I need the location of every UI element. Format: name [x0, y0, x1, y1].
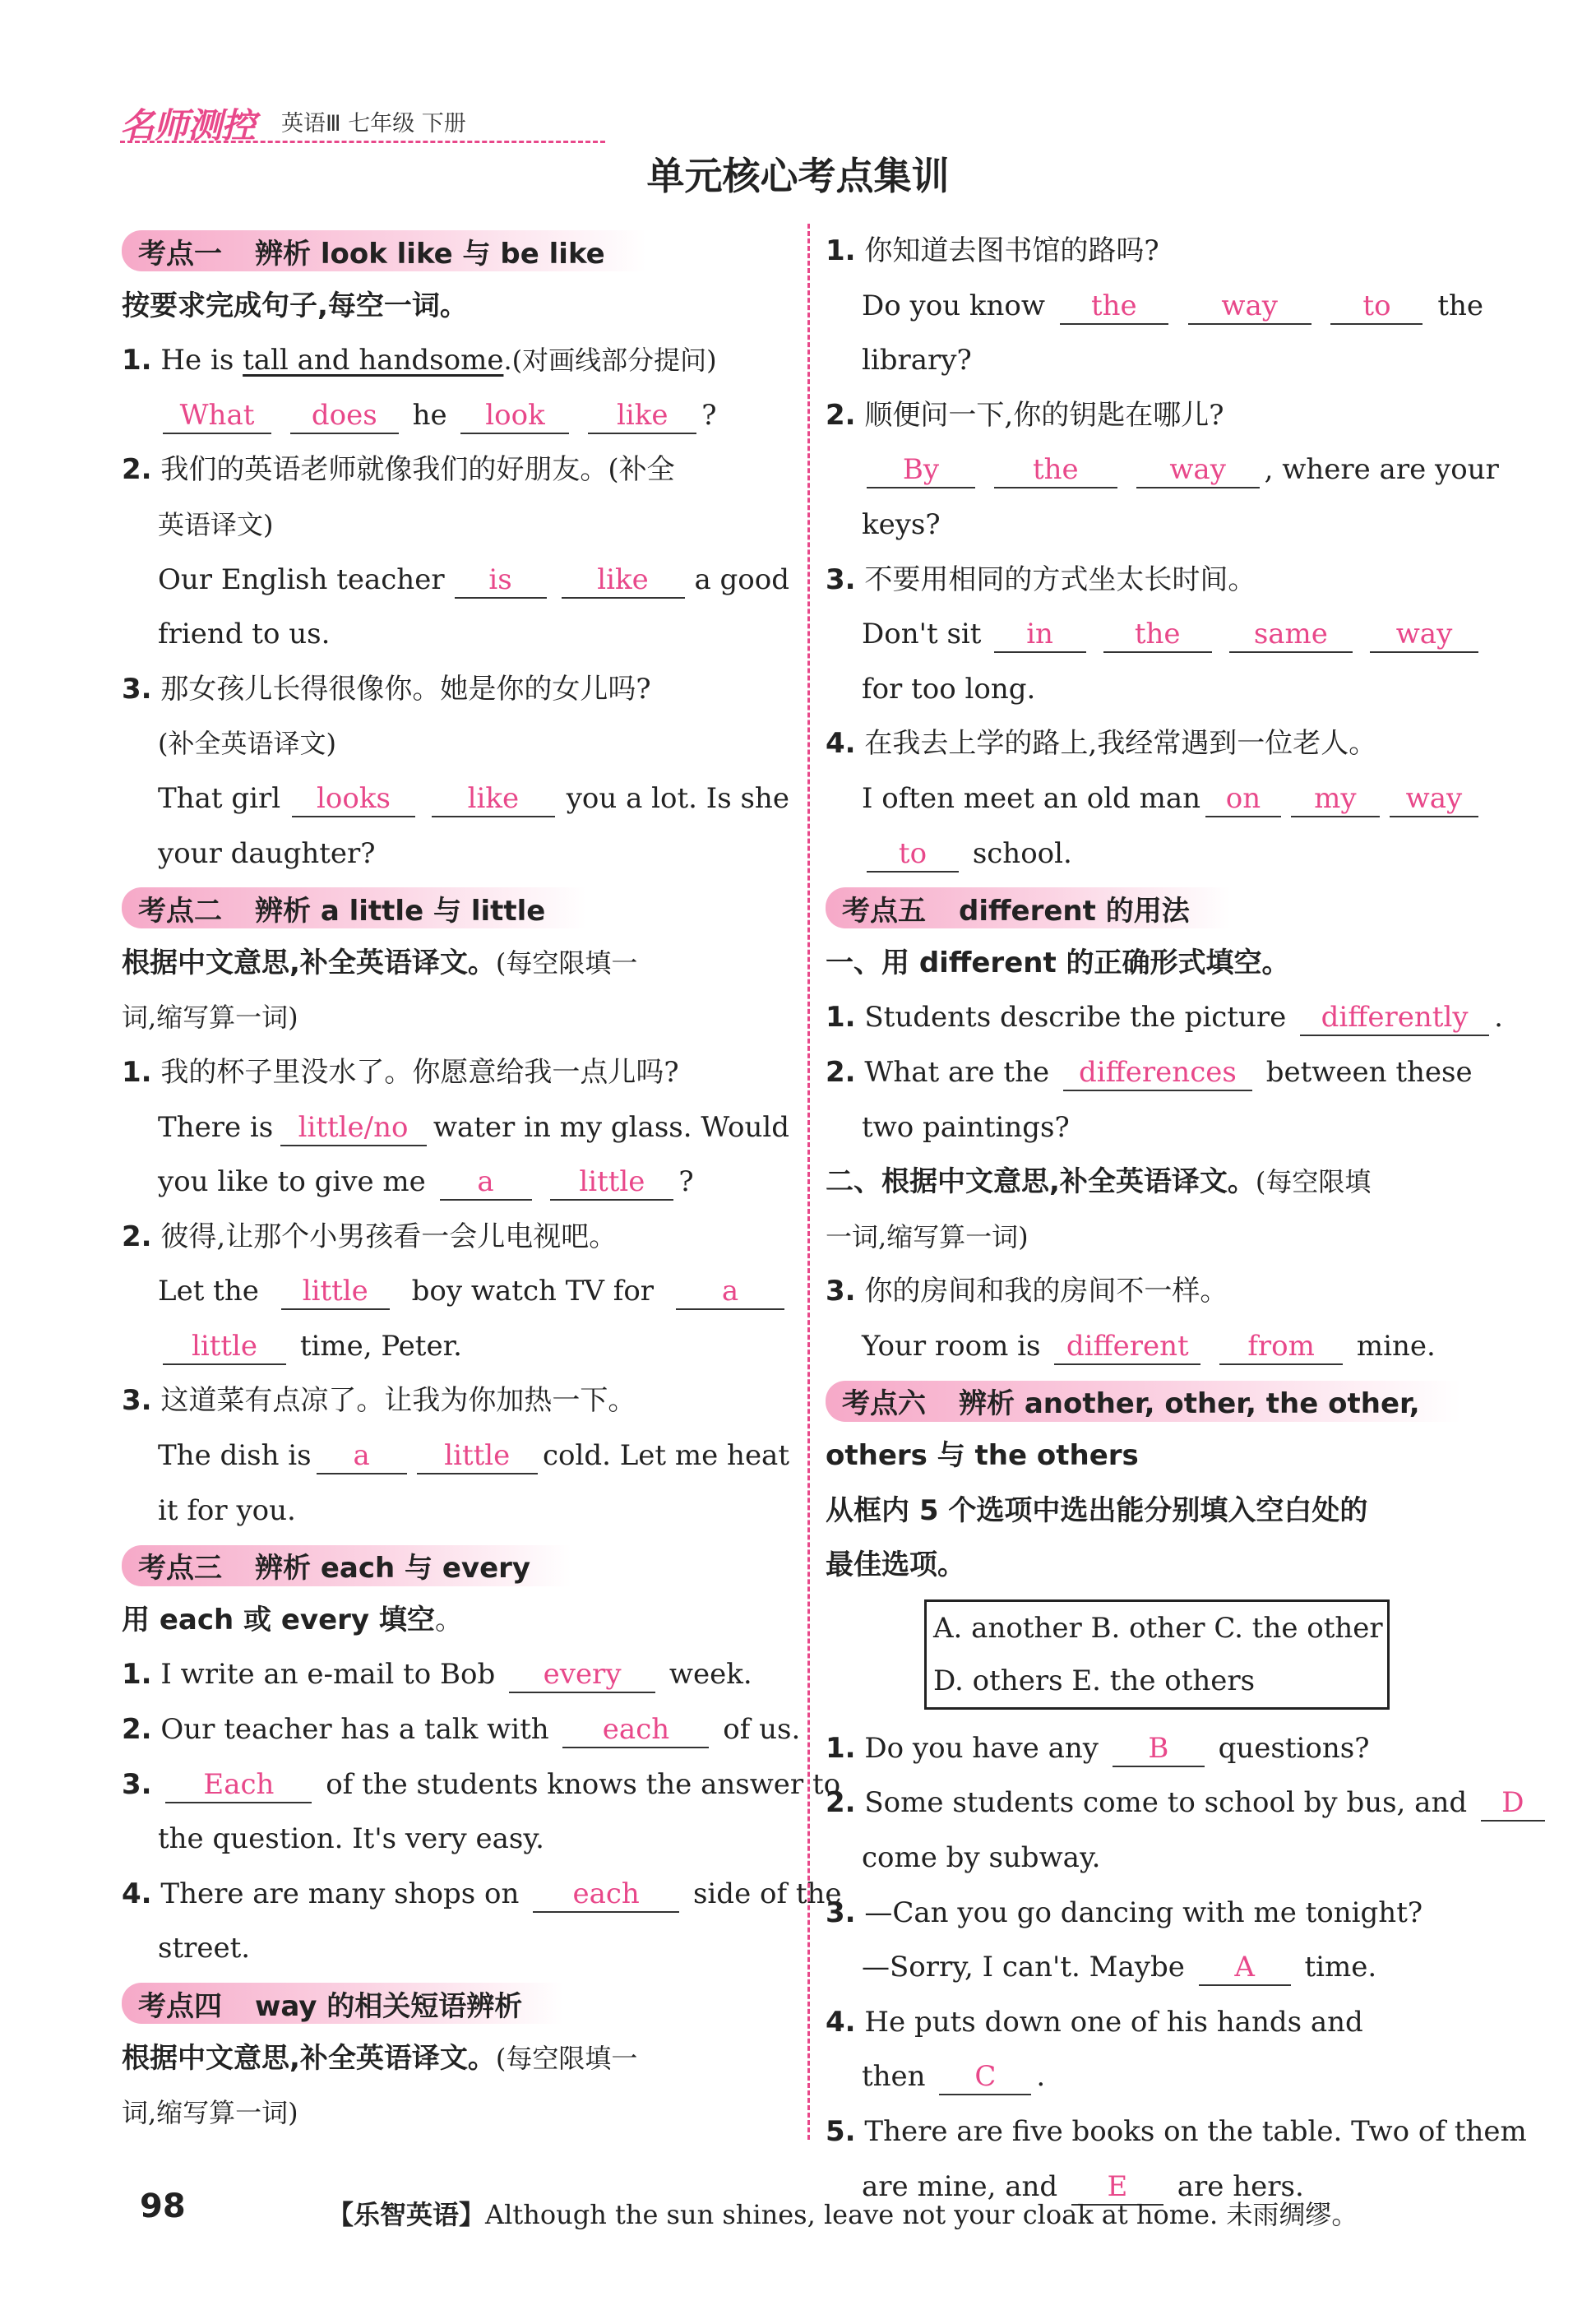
answer-blank: like — [562, 562, 685, 599]
answer-blank: little — [163, 1329, 286, 1365]
answer-blank: little — [550, 1164, 673, 1201]
answer-line: That girl looks like you a lot. Is she — [122, 771, 789, 826]
answer-line: Don't sit in the same way — [826, 607, 1483, 662]
instruction: 一、用 different 的正确形式填空。 — [826, 946, 1290, 979]
header-divider — [120, 141, 605, 143]
page-title: 单元核心考点集训 — [646, 154, 950, 198]
answer-blank: way — [1188, 289, 1311, 325]
section-tag-bar: 考点二 辨析 a little 与 little — [122, 887, 586, 928]
answer-blank: like — [588, 398, 696, 434]
answer-blank: little/no — [280, 1110, 427, 1146]
answer-blank: different — [1054, 1329, 1200, 1365]
answer-line: the question. It's very easy. — [158, 1822, 544, 1856]
answer-line: your daughter? — [158, 836, 376, 870]
answer-blank: each — [562, 1712, 709, 1748]
question: 2. Our teacher has a talk with each of us. — [122, 1702, 789, 1757]
question: 3. 你的房间和我的房间不一样。 — [826, 1275, 1228, 1308]
question-cont: (补全英语译文) — [158, 728, 336, 760]
section-tag-bar: 考点四 way 的相关短语辨析 — [122, 1983, 563, 2024]
answer-line: By the way , where are your — [826, 442, 1483, 498]
answer-blank: on — [1205, 781, 1281, 817]
section-heading-cont: others 与 the others — [826, 1439, 1139, 1473]
page-header — [120, 97, 605, 146]
answer-blank: the — [1060, 289, 1168, 325]
question: 4. 在我去上学的路上,我经常遇到一位老人。 — [826, 727, 1377, 761]
answer-blank: in — [994, 617, 1086, 653]
question: 3. 不要用相同的方式坐太长时间。 — [826, 562, 1256, 596]
section-tag-bar: 考点六 辨析 another, other, the other, — [826, 1381, 1461, 1422]
answer-line: What does he look like ? — [122, 388, 789, 443]
left-column — [122, 224, 842, 2141]
section-tag-bar: 考点三 辨析 each 与 every — [122, 1545, 571, 1586]
section-header-3 — [122, 1538, 789, 1593]
answer-blank: way — [1390, 781, 1478, 817]
question: 4. There are many shops on each side of the — [122, 1867, 789, 1922]
answer-line: There is little/no water in my glass. Would — [122, 1100, 789, 1155]
instruction-cont: 词,缩写算一词) — [122, 1002, 298, 1034]
answer-line: Your room is different from mine. — [826, 1319, 1483, 1374]
instruction: 二、根据中文意思,补全英语译文。(每空限填 — [826, 1165, 1372, 1199]
answer-blank: way — [1370, 617, 1478, 653]
answer-blank: E — [1071, 2169, 1163, 2206]
question: 4. He puts down one of his hands and — [826, 2005, 1363, 2039]
answer-blank: B — [1113, 1731, 1205, 1767]
footer-quote: 【乐智英语】Although the sun shines, leave not your cloak at home. 未雨绸缪。 — [327, 2199, 1358, 2230]
answer-line: library? — [862, 344, 972, 377]
section-header-2 — [122, 881, 789, 936]
answer-blank: What — [163, 398, 271, 434]
answer-line: friend to us. — [158, 618, 331, 651]
choices-row: A. another B. other C. the other — [933, 1611, 1383, 1645]
question: 3. 这道菜有点凉了。让我为你加热一下。 — [122, 1384, 636, 1418]
instruction: 根据中文意思,补全英语译文。(每空限填一 — [122, 2041, 638, 2075]
underlined-phrase: tall and handsome — [243, 344, 504, 377]
right-column — [826, 224, 1527, 2214]
answer-blank: the — [994, 452, 1117, 488]
answer-blank: D — [1481, 1785, 1545, 1822]
instruction: 用 each 或 every 填空。 — [122, 1603, 463, 1636]
question-cont: 英语译文) — [158, 508, 274, 540]
section-header-6 — [826, 1373, 1483, 1428]
answer-blank: the — [1103, 617, 1212, 653]
answer-line: for too long. — [862, 672, 1036, 706]
question: 2. What are the differences between these — [826, 1045, 1483, 1100]
answer-blank: from — [1219, 1329, 1343, 1365]
question: 5. There are five books on the table. Two of them — [826, 2115, 1527, 2148]
question: 1. 我的杯子里没水了。你愿意给我一点儿吗? — [122, 1055, 679, 1089]
answer-blank: look — [460, 398, 569, 434]
question: 3. —Can you go dancing with me tonight? — [826, 1896, 1423, 1929]
answer-blank: differences — [1063, 1055, 1252, 1091]
question: 1. Do you have any B questions? — [826, 1721, 1483, 1776]
answer-blank: is — [455, 562, 547, 599]
answer-line: Our English teacher is like a good — [122, 553, 789, 608]
section-tag-bar: 考点五 different 的用法 — [826, 887, 1231, 928]
answer-blank: to — [867, 836, 959, 873]
question: 2. 彼得,让那个小男孩看一会儿电视吧。 — [122, 1220, 618, 1253]
answer-blank: does — [290, 398, 399, 434]
answer-blank: a — [317, 1438, 407, 1474]
answer-blank: little — [417, 1438, 538, 1474]
answer-line: two paintings? — [862, 1110, 1070, 1144]
answer-line: —Sorry, I can't. Maybe A time. — [826, 1940, 1483, 1995]
series-label: 英语Ⅲ 七年级 下册 — [281, 111, 466, 137]
page-number: 98 — [140, 2187, 186, 2225]
page-footer — [122, 2187, 1520, 2234]
answer-blank: little — [281, 1274, 390, 1310]
section-tag-bar: 考点一 辨析 look like 与 be like — [122, 230, 646, 271]
answer-blank: to — [1330, 289, 1423, 325]
answer-line: are mine, and E are hers. — [826, 2160, 1483, 2215]
answer-line: keys? — [862, 507, 941, 541]
instruction-cont: 词,缩写算一词) — [122, 2097, 298, 2129]
question: 1. I write an e-mail to Bob every week. — [122, 1647, 789, 1702]
answer-blank: By — [867, 452, 975, 488]
answer-line: come by subway. — [862, 1841, 1101, 1875]
instruction: 从框内 5 个选项中选出能分别填入空白处的 — [826, 1493, 1368, 1527]
instruction: 根据中文意思,补全英语译文。(每空限填一 — [122, 946, 638, 979]
answer-line: little time, Peter. — [122, 1319, 789, 1374]
answer-blank: looks — [292, 781, 415, 817]
answer-blank: way — [1136, 452, 1260, 488]
choices-box — [924, 1599, 1390, 1710]
brand-logo: 名师测控 — [120, 105, 256, 146]
answer-blank: my — [1291, 781, 1380, 817]
question: 3. Each of the students knows the answer to — [122, 1757, 789, 1812]
section-header-4 — [122, 1976, 789, 2031]
answer-line: to school. — [826, 826, 1483, 882]
choices-row: D. others E. the others — [933, 1664, 1256, 1697]
answer-line: Let the little boy watch TV for a — [122, 1264, 789, 1319]
instruction-cont: 一词,缩写算一词) — [826, 1220, 1029, 1252]
question: 1. 你知道去图书馆的路吗? — [826, 234, 1159, 267]
answer-line: Do you know the way to the — [826, 279, 1483, 334]
answer-line: I often meet an old man on my way — [826, 771, 1483, 826]
question: 2. 顺便问一下,你的钥匙在哪儿? — [826, 398, 1224, 432]
answer-blank: a — [440, 1164, 532, 1201]
answer-line: it for you. — [158, 1493, 296, 1527]
answer-blank: same — [1229, 617, 1353, 653]
section-header-1 — [122, 224, 789, 279]
answer-line: The dish is a little cold. Let me heat — [122, 1428, 789, 1484]
answer-blank: every — [509, 1657, 655, 1693]
answer-blank: a — [676, 1274, 784, 1310]
instruction: 按要求完成句子,每空一词。 — [122, 289, 468, 322]
section-header-5 — [826, 881, 1483, 936]
answer-blank: each — [533, 1877, 679, 1913]
answer-blank: differently — [1300, 1000, 1489, 1036]
question: 2. Some students come to school by bus, and D — [826, 1775, 1483, 1831]
column-divider — [807, 224, 810, 2140]
answer-line: you like to give me a little ? — [122, 1155, 789, 1210]
question: 2. 我们的英语老师就像我们的好朋友。(补全 — [122, 453, 675, 487]
answer-blank: A — [1199, 1950, 1291, 1986]
answer-line: street. — [158, 1932, 251, 1965]
answer-blank: C — [939, 2059, 1031, 2095]
answer-blank: Each — [165, 1767, 312, 1803]
question: 1. He is tall and handsome.(对画线部分提问) — [122, 344, 717, 377]
question: 3. 那女孩儿长得很像你。她是你的女儿吗? — [122, 672, 651, 706]
instruction-cont: 最佳选项。 — [826, 1548, 965, 1582]
question: 1. Students describe the picture differently . — [826, 990, 1483, 1045]
answer-blank: like — [432, 781, 555, 817]
answer-line: then C . — [826, 2049, 1483, 2104]
